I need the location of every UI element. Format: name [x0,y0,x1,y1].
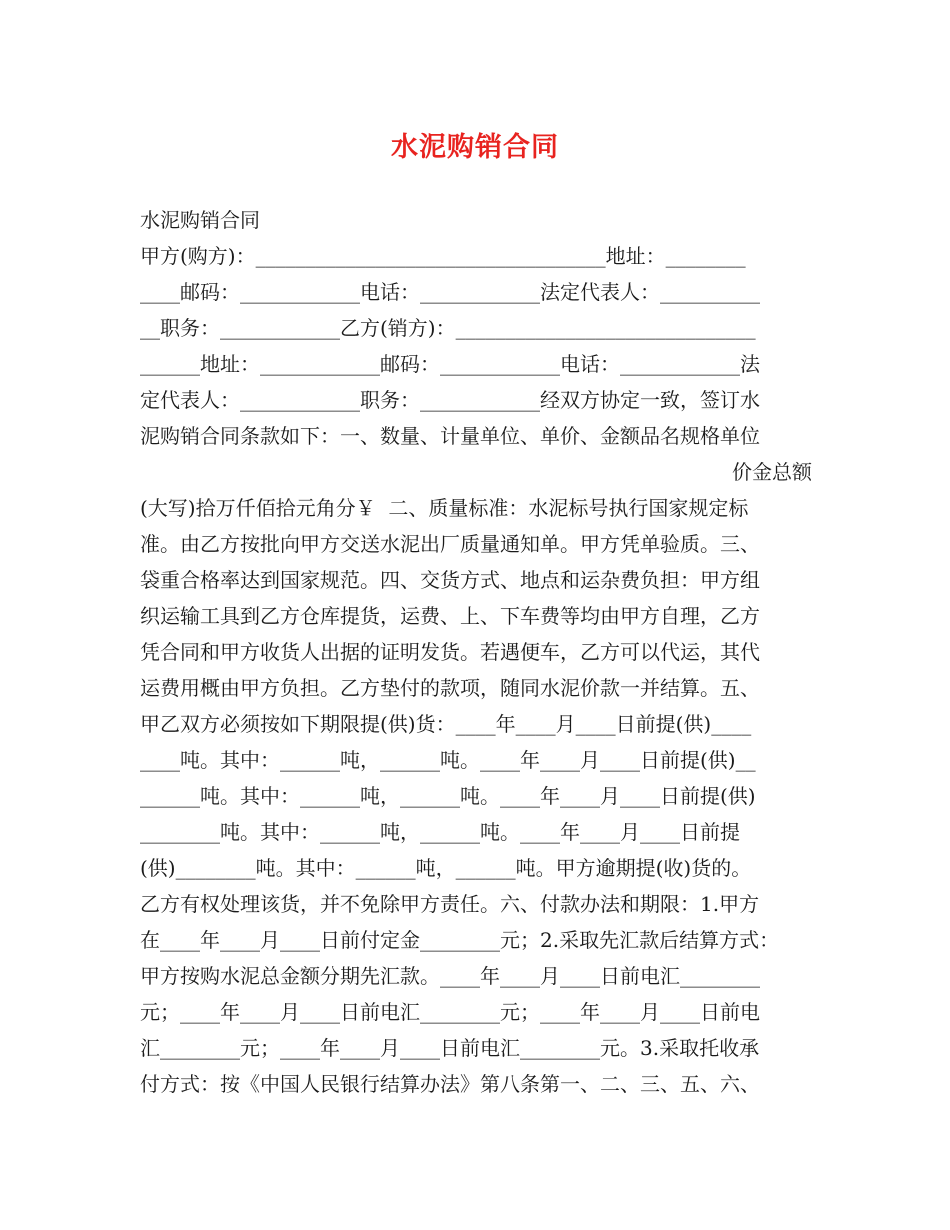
body-line: __职务：____________乙方(销方)：______________________________ [140,316,756,340]
body-line: ______地址：____________邮码：____________电话：____________法 [140,352,760,376]
body-line: ______吨。其中：______吨，______吨。____年____月____日前提(供) [140,784,756,808]
body-line: (大写)拾万仟佰拾元角分￥ 二、质量标准：水泥标号执行国家规定标 [140,496,749,520]
body-line: 汇________元；____年____月____日前电汇________元。3.采取托收承 [140,1036,760,1060]
body-line: 乙方有权处理该货，并不免除甲方责任。六、付款办法和期限：1.甲方 [140,892,760,916]
body-line: 甲方按购水泥总金额分期先汇款。____年____月____日前电汇________ [140,964,760,988]
body-line: 织运输工具到乙方仓库提货，运费、上、下车费等均由甲方自理，乙方 [140,604,760,628]
body-line: 准。由乙方按批向甲方交送水泥出厂质量通知单。甲方凭单验质。三、 [140,532,760,556]
body-line: ________吨。其中：______吨，______吨。____年____月____日前提 [140,820,740,844]
body-line: 袋重合格率达到国家规范。四、交货方式、地点和运杂费负担：甲方组 [140,568,760,592]
body-line [140,454,812,490]
body-line: 在____年____月____日前付定金________元；2.采取先汇款后结算方式： [140,928,780,952]
body-line: 元；____年____月____日前电汇________元；____年____月____日前电 [140,1000,760,1024]
body-line: 定代表人：____________职务：____________经双方协定一致，签订水 [140,388,760,412]
body-line: 泥购销合同条款如下：一、数量、计量单位、单价、金额品名规格单位 [140,424,760,448]
body-line: 运费用概由甲方负担。乙方垫付的款项，随同水泥价款一并结算。五、 [140,676,760,700]
body-line: 甲方(购方)：___________________________________地址：________ [140,244,746,268]
body-line: ____吨。其中：______吨，______吨。____年____月____日前提(供)__ [140,748,756,772]
price-total-label: 价金总额 [732,460,812,484]
body-line: ____邮码：____________电话：____________法定代表人：__________ [140,280,760,304]
body-line: 付方式：按《中国人民银行结算办法》第八条第一、二、三、五、六、 [140,1072,760,1096]
body-line: 水泥购销合同 [140,208,260,232]
contract-body [140,202,812,1102]
body-line: 凭合同和甲方收货人出据的证明发货。若遇便车，乙方可以代运，其代 [140,640,760,664]
document-title: 水泥购销合同 [391,132,559,163]
body-line: (供)________吨。其中：______吨，______吨。甲方逾期提(收)货的。 [140,856,752,880]
body-line: 甲乙双方必须按如下期限提(供)货：____年____月____日前提(供)____ [140,712,752,736]
